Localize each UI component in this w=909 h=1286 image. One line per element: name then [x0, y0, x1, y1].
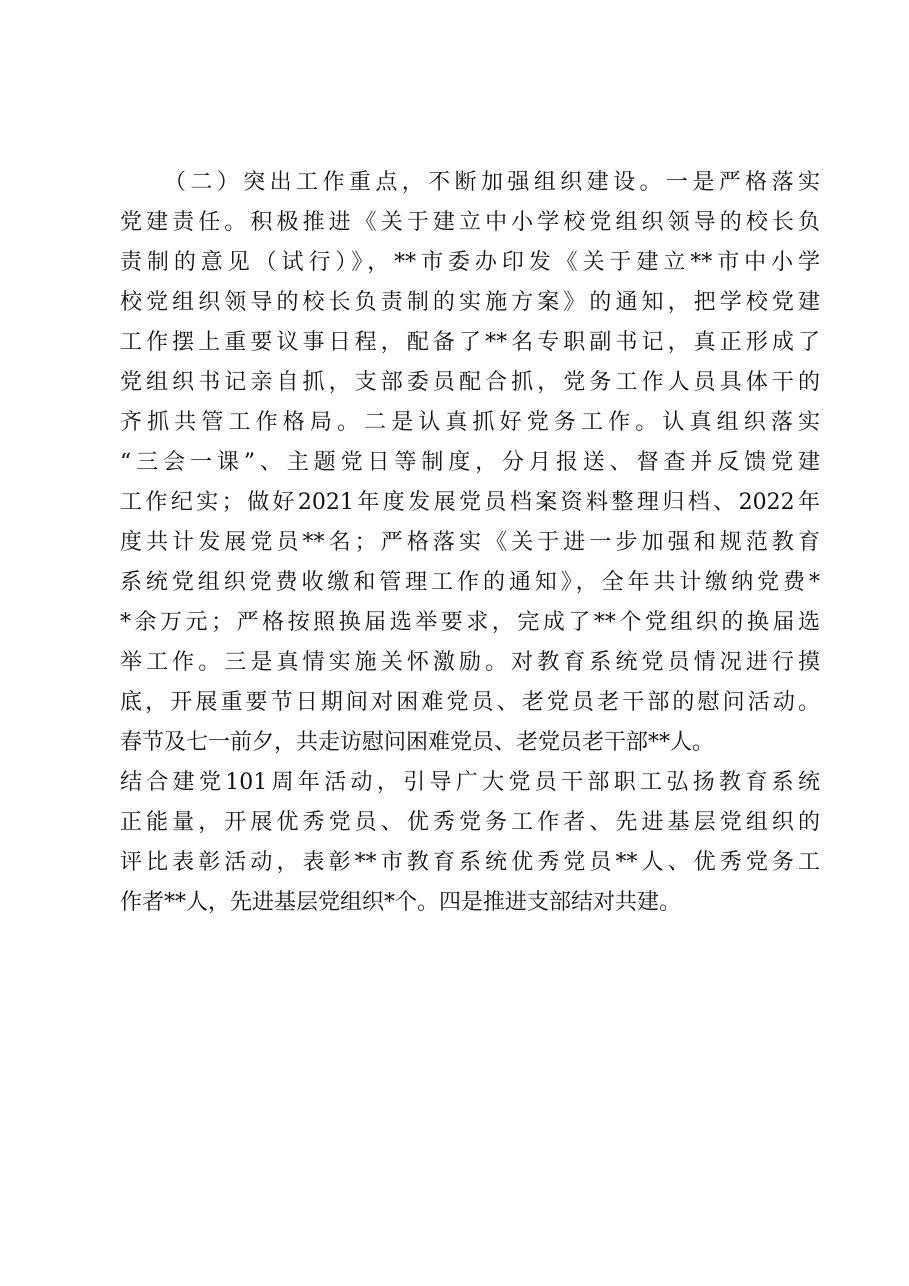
paragraph-line: 校党组织领导的校长负责制的实施方案》的通知，把学校党建: [120, 290, 820, 315]
paragraph-line: 结合建党101周年活动，引导广大党员干部职工弘扬教育系统: [120, 770, 820, 795]
paragraph-line: 齐抓共管工作格局。二是认真抓好党务工作。认真组织落实: [120, 410, 820, 435]
paragraph-line: 度共计发展党员**名；严格落实《关于进一步加强和规范教育: [120, 530, 820, 555]
paragraph-line: 系统党组织党费收缴和管理工作的通知》，全年共计缴纳党费*: [120, 570, 820, 595]
paragraph-line: 举工作。三是真情实施关怀激励。对教育系统党员情况进行摸: [120, 650, 820, 675]
paragraph-line: *余万元；严格按照换届选举要求，完成了**个党组织的换届选: [120, 610, 820, 635]
paragraph-line: 党组织书记亲自抓，支部委员配合抓，党务工作人员具体干的: [120, 370, 820, 395]
paragraph-line: 底，开展重要节日期间对困难党员、老党员老干部的慰问活动。: [120, 690, 820, 715]
paragraph: [120, 163, 820, 923]
paragraph-line: 评比表彰活动，表彰**市教育系统优秀党员**人、优秀党务工: [120, 850, 820, 875]
paragraph-line: 作者**人，先进基层党组织*个。四是推进支部结对共建。: [120, 890, 682, 915]
paragraph-line: 工作摆上重要议事日程，配备了**名专职副书记，真正形成了: [120, 330, 820, 355]
paragraph-line: 工作纪实；做好2021年度发展党员档案资料整理归档、2022年: [120, 490, 820, 515]
paragraph-line: 党建责任。积极推进《关于建立中小学校党组织领导的校长负: [120, 210, 820, 235]
paragraph-line: 春节及七一前夕，共走访慰问困难党员、老党员老干部**人。: [120, 730, 715, 755]
paragraph-line: “三会一课”、主题党日等制度，分月报送、督查并反馈党建: [120, 450, 820, 475]
paragraph-line: （二）突出工作重点，不断加强组织建设。一是严格落实: [164, 170, 820, 195]
paragraph-line: 责制的意见（试行）》，**市委办印发《关于建立**市中小学: [120, 250, 820, 275]
paragraph-line: 正能量，开展优秀党员、优秀党务工作者、先进基层党组织的: [120, 810, 820, 835]
